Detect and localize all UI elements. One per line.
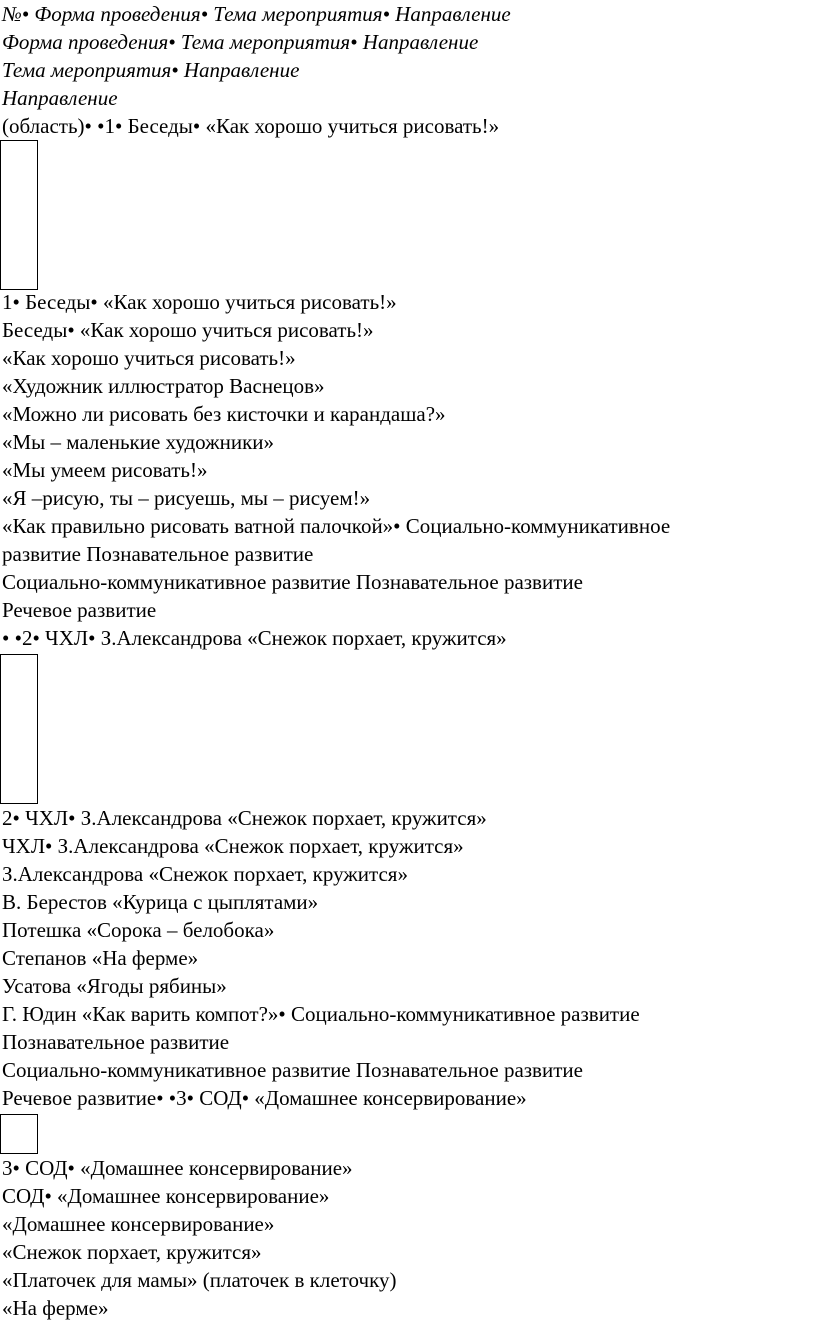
text-line: «Мы – маленькие художники» [2, 430, 275, 454]
text-line: 3• СОД• «Домашнее консервирование» [2, 1156, 353, 1180]
text-line: Социально-коммуникативное развитие Познавательное развитие [2, 1058, 583, 1082]
text-line: «Мы умеем рисовать!» [2, 458, 208, 482]
text-line: «Я –рисую, ты – рисуешь, мы – рисуем!» [2, 486, 371, 510]
text-line: 2• ЧХЛ• З.Александрова «Снежок порхает, кружится» [2, 806, 487, 830]
text-line: З.Александрова «Снежок порхает, кружится» [2, 862, 408, 886]
empty-cell-box [0, 654, 38, 804]
text-line: • •2• ЧХЛ• З.Александрова «Снежок порхает, кружится» [2, 626, 507, 650]
text-line: В. Берестов «Курица с цыплятами» [2, 890, 319, 914]
text-line: «Как хорошо учиться рисовать!» [2, 346, 296, 370]
text-line: «Можно ли рисовать без кисточки и карандаша?» [2, 402, 446, 426]
text-line: развитие Познавательное развитие [2, 542, 314, 566]
text-line: Познавательное развитие [2, 1030, 230, 1054]
text-line: Потешка «Сорока – белобока» [2, 918, 275, 942]
text-line: Речевое развитие [2, 598, 157, 622]
text-line: Тема мероприятия• Направление [2, 58, 300, 82]
empty-cell-box [0, 140, 38, 290]
text-line: «На ферме» [2, 1296, 109, 1320]
text-line: 1• Беседы• «Как хорошо учиться рисовать!» [2, 290, 397, 314]
text-line: «Художник иллюстратор Васнецов» [2, 374, 325, 398]
text-line: Речевое развитие• •3• СОД• «Домашнее консервирование» [2, 1086, 527, 1110]
text-line: Степанов «На ферме» [2, 946, 199, 970]
text-line: Форма проведения• Тема мероприятия• Направление [2, 30, 479, 54]
text-line: Усатова «Ягоды рябины» [2, 974, 227, 998]
text-line: «Как правильно рисовать ватной палочкой»• Социально-коммуникативное [2, 514, 671, 538]
text-line: СОД• «Домашнее консервирование» [2, 1184, 330, 1208]
text-line: Г. Юдин «Как варить компот?»• Социально-коммуникативное развитие [2, 1002, 640, 1026]
text-line: Направление [2, 86, 118, 110]
text-line: №• Форма проведения• Тема мероприятия• Направление [2, 2, 511, 26]
text-line: Социально-коммуникативное развитие Познавательное развитие [2, 570, 583, 594]
text-line: «Домашнее консервирование» [2, 1212, 275, 1236]
text-line: Беседы• «Как хорошо учиться рисовать!» [2, 318, 374, 342]
empty-cell-box [0, 1114, 38, 1154]
text-line: ЧХЛ• З.Александрова «Снежок порхает, кружится» [2, 834, 464, 858]
text-line: (область)• •1• Беседы• «Как хорошо учиться рисовать!» [2, 114, 500, 138]
text-line: «Снежок порхает, кружится» [2, 1240, 262, 1264]
text-line: «Платочек для мамы» (платочек в клеточку) [2, 1268, 397, 1292]
